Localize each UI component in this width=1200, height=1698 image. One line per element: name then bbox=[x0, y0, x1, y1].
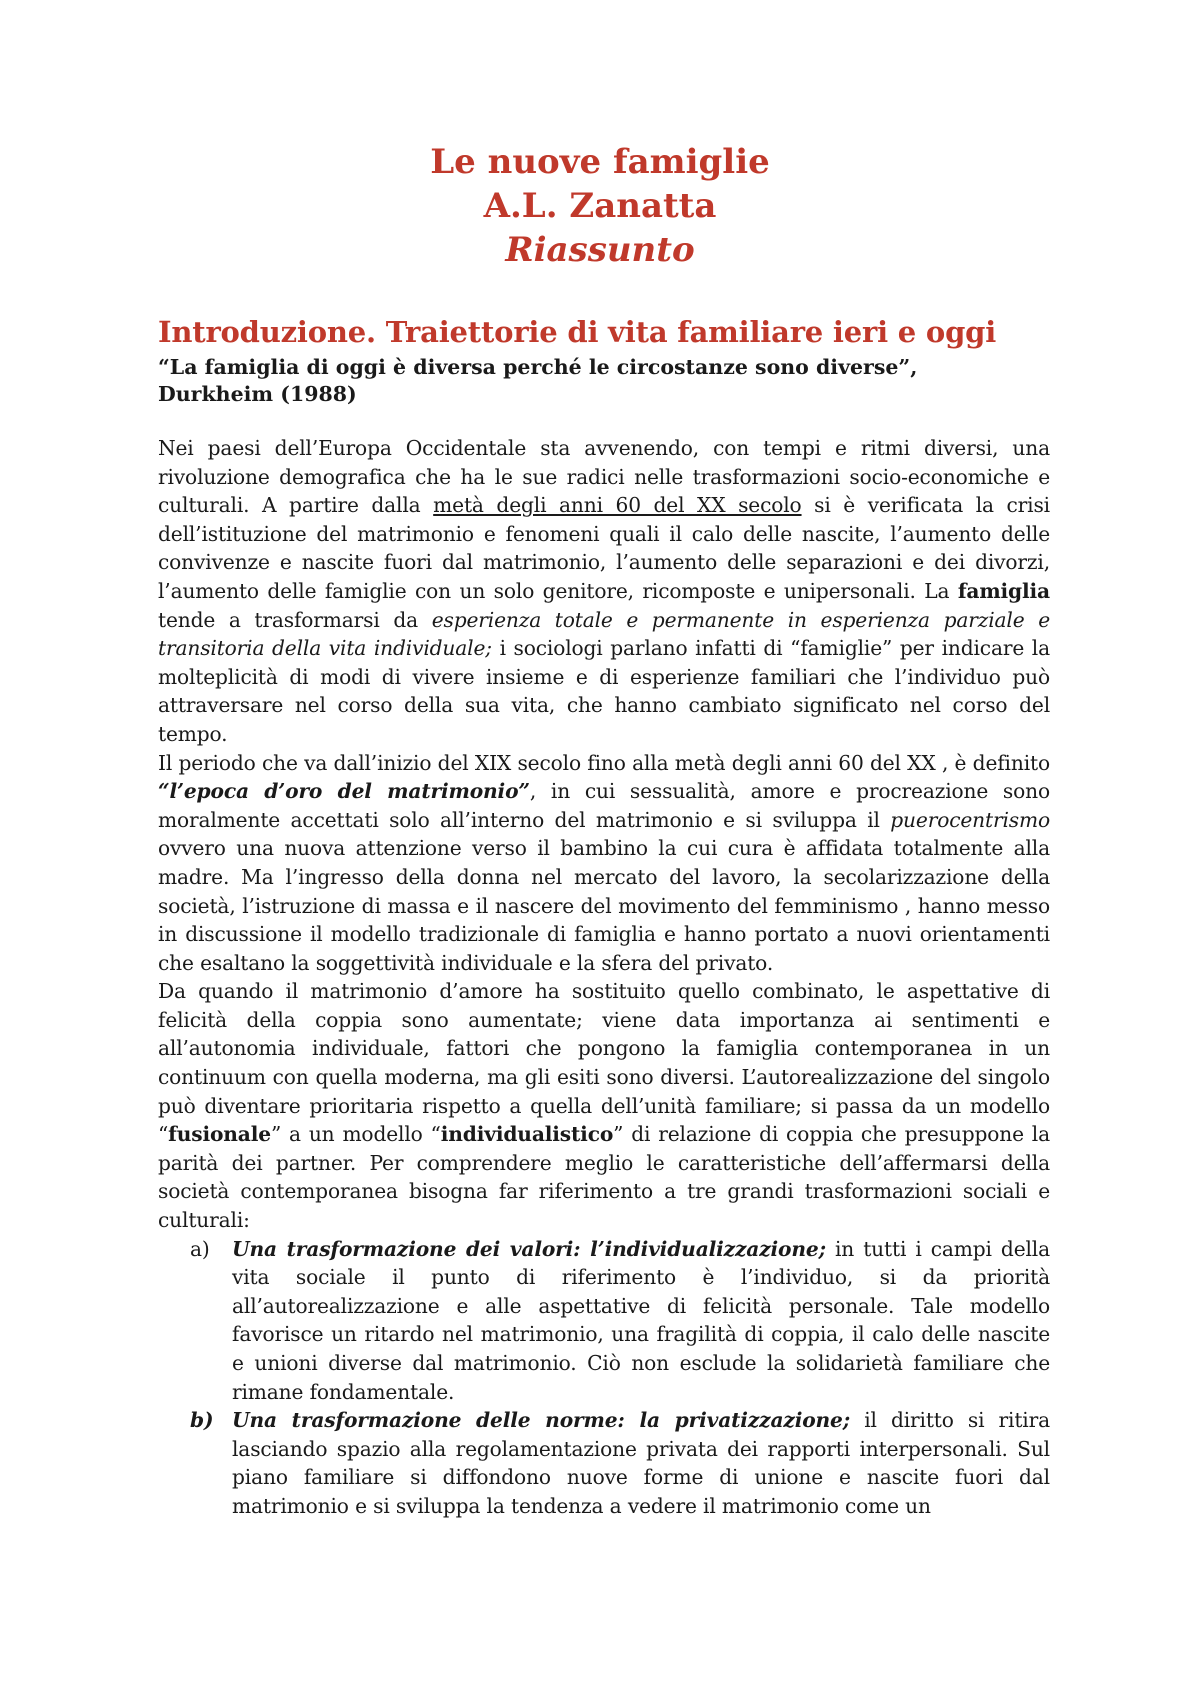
list-marker: b) bbox=[190, 1408, 214, 1433]
italic-text: puerocentrismo bbox=[890, 807, 1050, 832]
text-run: tende a trasformarsi da bbox=[158, 607, 432, 632]
document-subtitle: Riassunto bbox=[505, 230, 695, 270]
list-marker: a) bbox=[190, 1236, 210, 1261]
bold-text: individualistico bbox=[440, 1122, 614, 1147]
paragraph-2 bbox=[158, 749, 1050, 978]
bold-text: fusionale bbox=[168, 1122, 271, 1147]
list-item bbox=[190, 1235, 1050, 1407]
quote-attribution: Durkheim (1988) bbox=[158, 382, 357, 406]
text-run: i sociologi parlano infatti di “famiglie” per indicare la molteplicità di modi di vivere insieme e di esperienze familiari che l’individuo può attraversare nel corso della sua vita, che hanno cambiato significato nel corso del tempo. bbox=[158, 636, 1050, 746]
document-title: Le nuove famiglie bbox=[430, 142, 770, 182]
list-item-heading: Una trasformazione dei valori: l’individualizzazione; bbox=[232, 1236, 826, 1261]
text-run: ” a un modello “ bbox=[270, 1122, 441, 1147]
paragraph-3 bbox=[158, 977, 1050, 1234]
paragraph-1 bbox=[158, 434, 1050, 749]
text-run: Nei paesi dell’Europa Occidentale sta avvenendo, con tempi e ritmi diversi, una rivoluzione demografica che ha le sue radici nelle trasformazioni socio-economiche e culturali. A partire dalla bbox=[158, 436, 1050, 518]
transformations-list bbox=[158, 1235, 1050, 1521]
underlined-text: metà degli anni 60 del XX secolo bbox=[433, 493, 802, 518]
title-block bbox=[0, 140, 1200, 272]
italic-text: esperienza totale e permanente in esperienza parziale e transitoria della vita individuale; bbox=[158, 607, 1050, 661]
text-run: si è verificata la crisi dell’istituzione del matrimonio e fenomeni quali il calo delle nascite, l’aumento delle convivenze e nascite fuori dal matrimonio, l’aumento delle separazioni e dei divorzi, l’aumento delle famiglie con un solo genitore, ricomposte e unipersonali. La bbox=[158, 493, 1050, 603]
document-author: A.L. Zanatta bbox=[483, 186, 717, 226]
text-run: ” di relazione di coppia che presuppone la parità dei partner. Per comprendere meglio le caratteristiche dell’affermarsi della società contemporanea bisogna far riferimento a tre grandi trasformazioni sociali e culturali: bbox=[158, 1122, 1050, 1233]
list-item-heading: Una trasformazione delle norme: la privatizzazione; bbox=[232, 1408, 851, 1433]
epigraph-quote bbox=[158, 354, 1050, 408]
section-heading: Introduzione. Traiettorie di vita familiare ieri e oggi bbox=[158, 315, 997, 349]
body-text bbox=[158, 434, 1050, 1521]
list-item-text: il diritto si ritira lasciando spazio alla regolamentazione privata dei rapporti interpersonali. Sul piano familiare si diffondono nuove forme di unione e nascite fuori dal matrimonio e si sviluppa la tendenza a vedere il matrimonio come un bbox=[232, 1408, 1050, 1518]
text-run: Il periodo che va dall’inizio del XIX secolo fino alla metà degli anni 60 del XX , è definito bbox=[158, 750, 1050, 775]
text-run: ovvero una nuova attenzione verso il bambino la cui cura è affidata totalmente alla madre. Ma l’ingresso della donna nel mercato del lavoro, la secolarizzazione della società, l’istruzione di massa e il nascere del movimento del femminismo , hanno messo in discussione il modello tradizionale di famiglia e hanno portato a nuovi orientamenti che esaltano la soggettività individuale e la sfera del privato. bbox=[158, 836, 1050, 975]
bold-text: famiglia bbox=[957, 578, 1050, 603]
bold-italic-text: “l’epoca d’oro del matrimonio” bbox=[158, 779, 530, 804]
text-run: , in cui sessualità, amore e procreazione sono moralmente accettati solo all’interno del matrimonio e si sviluppa il bbox=[158, 779, 1050, 832]
list-item bbox=[190, 1406, 1050, 1520]
quote-text: “La famiglia di oggi è diversa perché le circostanze sono diverse”, bbox=[158, 355, 918, 379]
list-item-text: in tutti i campi della vita sociale il punto di riferimento è l’individuo, si da priorità all’autorealizzazione e alle aspettative di felicità personale. Tale modello favorisce un ritardo nel matrimonio, una fragilità di coppia, il calo delle nascite e unioni diverse dal matrimonio. Ciò non esclude la solidarietà familiare che rimane fondamentale. bbox=[232, 1236, 1050, 1404]
introduction-section bbox=[158, 312, 1050, 1521]
text-run: Da quando il matrimonio d’amore ha sostituito quello combinato, le aspettative di felicità della coppia sono aumentate; viene data importanza ai sentimenti e all’autonomia individuale, fattori che pongono la famiglia contemporanea in un continuum con quella moderna, ma gli esiti sono diversi. L’autorealizzazione del singolo può diventare prioritaria rispetto a quella dell’unità familiare; si passa da un modello “ bbox=[158, 979, 1050, 1147]
